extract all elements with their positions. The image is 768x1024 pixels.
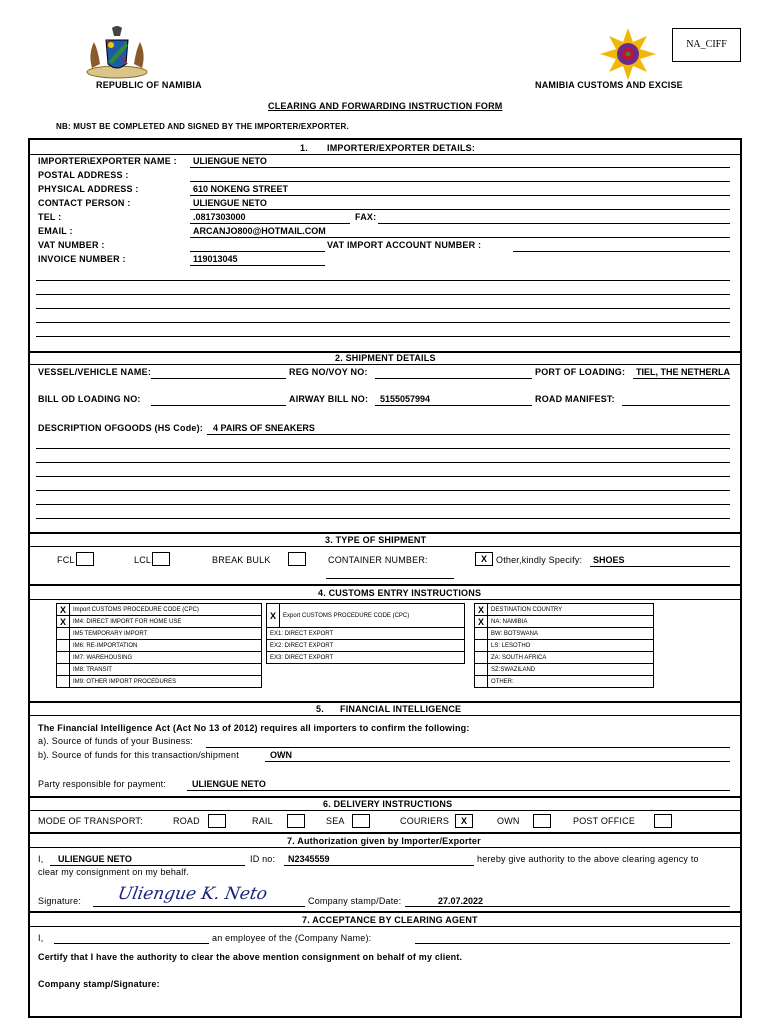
fcl-label: FCL xyxy=(57,555,75,565)
break-bulk-label: BREAK BULK xyxy=(212,555,271,565)
rail-checkbox[interactable] xyxy=(287,814,305,828)
destination-row xyxy=(475,628,654,640)
id-no-value[interactable]: N2345559 xyxy=(288,854,330,864)
auth-i-label: I, xyxy=(38,854,44,864)
export-mark[interactable]: X xyxy=(267,604,280,628)
importer-name-label: IMPORTER\EXPORTER NAME : xyxy=(38,156,177,166)
import-row-label: IM9: OTHER IMPORT PROCEDURES xyxy=(70,676,262,688)
destination-row-label: ZA: SOUTH AFRICA xyxy=(488,652,654,664)
destination-row-mark[interactable] xyxy=(475,676,488,688)
contact-person-value[interactable]: ULIENGUE NETO xyxy=(193,198,267,208)
road-manifest-label: ROAD MANIFEST: xyxy=(535,394,615,404)
destination-row xyxy=(475,604,654,616)
road-checkbox[interactable] xyxy=(208,814,226,828)
physical-address-value[interactable]: 610 NOKENG STREET xyxy=(193,184,289,194)
fax-label: FAX: xyxy=(355,212,377,222)
destination-row-label: BW: BOTSWANA xyxy=(488,628,654,640)
road-label: ROAD xyxy=(173,816,200,826)
import-row-mark[interactable] xyxy=(57,664,70,676)
airway-bill-value[interactable]: 5155057994 xyxy=(380,394,431,404)
import-row xyxy=(57,676,262,688)
s1-title: IMPORTER/EXPORTER DETAILS: xyxy=(327,143,476,153)
contact-person-label: CONTACT PERSON : xyxy=(38,198,131,208)
lcl-label: LCL xyxy=(134,555,152,565)
break-bulk-checkbox[interactable] xyxy=(288,552,306,566)
customs-title: NAMIBIA CUSTOMS AND EXCISE xyxy=(535,80,683,90)
s3-title: 3. TYPE OF SHIPMENT xyxy=(325,535,427,545)
container-number-label: CONTAINER NUMBER: xyxy=(328,555,428,565)
description-label: DESCRIPTION OFGOODS (HS Code): xyxy=(38,423,204,433)
destination-row-label: DESTINATION COUNTRY xyxy=(488,604,654,616)
other-specify-label: Other,kindly Specify: xyxy=(496,555,583,565)
certify-text: Certify that I have the authority to clear the above mention consignment on behalf of my client. xyxy=(38,952,463,962)
s7-title: 7. Authorization given by Importer/Exporter xyxy=(287,836,481,846)
employee-label: an employee of the (Company Name): xyxy=(212,933,372,943)
own-checkbox[interactable] xyxy=(533,814,551,828)
email-label: EMAIL : xyxy=(38,226,73,236)
sea-checkbox[interactable] xyxy=(352,814,370,828)
import-row-mark[interactable] xyxy=(57,676,70,688)
sea-label: SEA xyxy=(326,816,345,826)
physical-address-label: PHYSICAL ADDRESS : xyxy=(38,184,139,194)
other-specify-value[interactable]: SHOES xyxy=(593,555,625,565)
airway-bill-label: AIRWAY BILL NO: xyxy=(289,394,369,404)
destination-row-mark[interactable] xyxy=(475,652,488,664)
import-row-mark[interactable] xyxy=(57,628,70,640)
invoice-number-value[interactable]: 119013045 xyxy=(193,254,238,264)
destination-row-mark[interactable]: X xyxy=(475,616,488,628)
email-value[interactable]: ARCANJO800@HOTMAIL.COM xyxy=(193,226,326,236)
company-stamp-signature-label: Company stamp/Signature: xyxy=(38,979,160,989)
import-row-mark[interactable] xyxy=(57,652,70,664)
auth-name-value[interactable]: ULIENGUE NETO xyxy=(58,854,132,864)
import-row-label: IM8: TRANSIT xyxy=(70,664,262,676)
vat-import-label: VAT IMPORT ACCOUNT NUMBER : xyxy=(327,240,482,250)
s5-title: FINANCIAL INTELLIGENCE xyxy=(340,704,462,714)
destination-country-table xyxy=(474,603,654,688)
import-row-mark[interactable] xyxy=(57,640,70,652)
republic-title: REPUBLIC OF NAMIBIA xyxy=(96,80,202,90)
lcl-checkbox[interactable] xyxy=(152,552,170,566)
import-row xyxy=(57,604,262,616)
destination-row-label: SZ:SWAZILAND xyxy=(488,664,654,676)
couriers-checkbox[interactable]: X xyxy=(455,814,473,828)
destination-row xyxy=(475,652,654,664)
s6-title: 6. DELIVERY INSTRUCTIONS xyxy=(323,799,453,809)
port-loading-label: PORT OF LOADING: xyxy=(535,367,626,377)
customs-logo-icon xyxy=(600,28,656,80)
s1-number: 1. xyxy=(300,143,308,153)
destination-row xyxy=(475,664,654,676)
id-no-label: ID no: xyxy=(250,854,276,864)
description-value[interactable]: 4 PAIRS OF SNEAKERS xyxy=(213,423,315,433)
import-row xyxy=(57,616,262,628)
form-note: NB: MUST BE COMPLETED AND SIGNED BY THE IMPORTER/EXPORTER. xyxy=(56,122,349,131)
destination-row-mark[interactable] xyxy=(475,640,488,652)
own-label: OWN xyxy=(497,816,520,826)
port-loading-value[interactable]: TIEL, THE NETHERLA xyxy=(636,367,730,377)
bill-loading-label: BILL OD LOADING NO: xyxy=(38,394,141,404)
post-office-label: POST OFFICE xyxy=(573,816,636,826)
import-row xyxy=(57,652,262,664)
import-row-mark[interactable]: X xyxy=(57,616,70,628)
destination-row xyxy=(475,640,654,652)
export-row-label: EX1: DIRECT EXPORT xyxy=(267,628,465,640)
import-row-label: IM5 TEMPORARY IMPORT xyxy=(70,628,262,640)
s4-title: 4. CUSTOMS ENTRY INSTRUCTIONS xyxy=(318,588,482,598)
couriers-label: COURIERS xyxy=(400,816,450,826)
post-office-checkbox[interactable] xyxy=(654,814,672,828)
authority-text-2: clear my consignment on my behalf. xyxy=(38,867,189,877)
signature-value[interactable]: Uliengue K. Neto xyxy=(116,884,269,904)
vat-number-label: VAT NUMBER : xyxy=(38,240,105,250)
fia-intro: The Financial Intelligence Act (Act No 13 of 2012) requires all importers to confirm the following: xyxy=(38,723,470,733)
destination-row-mark[interactable] xyxy=(475,628,488,640)
rail-label: RAIL xyxy=(252,816,273,826)
invoice-number-label: INVOICE NUMBER : xyxy=(38,254,126,264)
destination-row-label: OTHER: xyxy=(488,676,654,688)
importer-name-value[interactable]: ULIENGUE NETO xyxy=(193,156,267,166)
import-row xyxy=(57,628,262,640)
import-procedure-table xyxy=(56,603,262,688)
signature-label: Signature: xyxy=(38,896,82,906)
source-transaction-label: b). Source of funds for this transaction/shipment xyxy=(38,750,239,760)
s8-title: 7. ACCEPTANCE BY CLEARING AGENT xyxy=(302,915,478,925)
export-procedure-table xyxy=(266,603,465,664)
tel-value[interactable]: .0817303000 xyxy=(193,212,246,222)
import-row-label: IM6: RE-IMPORTATION xyxy=(70,640,262,652)
mode-transport-label: MODE OF TRANSPORT: xyxy=(38,816,143,826)
destination-row-mark[interactable] xyxy=(475,664,488,676)
tel-label: TEL : xyxy=(38,212,62,222)
party-payment-value[interactable]: ULIENGUE NETO xyxy=(192,779,266,789)
coat-of-arms-icon xyxy=(82,24,152,82)
postal-address-label: POSTAL ADDRESS : xyxy=(38,170,129,180)
export-row-label: Export CUSTOMS PROCEDURE CODE (CPC) xyxy=(280,604,465,628)
company-stamp-date-label: Company stamp/Date: xyxy=(308,896,402,906)
form-code: NA_CIFF xyxy=(686,39,727,50)
import-row-label: Import CUSTOMS PROCEDURE CODE (CPC) xyxy=(70,604,262,616)
fcl-checkbox[interactable] xyxy=(76,552,94,566)
vessel-label: VESSEL/VEHICLE NAME: xyxy=(38,367,152,377)
s2-title: 2. SHIPMENT DETAILS xyxy=(335,353,436,363)
destination-row xyxy=(475,616,654,628)
import-row xyxy=(57,640,262,652)
destination-row-label: NA: NAMIBIA xyxy=(488,616,654,628)
destination-row xyxy=(475,676,654,688)
s5-number: 5. xyxy=(316,704,324,714)
authority-text: hereby give authority to the above clearing agency to xyxy=(477,854,699,864)
destination-row-mark[interactable]: X xyxy=(475,604,488,616)
reg-no-label: REG NO/VOY NO: xyxy=(289,367,368,377)
import-row-label: IM7: WAREHOUSING xyxy=(70,652,262,664)
company-stamp-date-value[interactable]: 27.07.2022 xyxy=(438,896,484,906)
form-title: CLEARING AND FORWARDING INSTRUCTION FORM xyxy=(268,101,503,111)
export-row-label: EX3: DIRECT EXPORT xyxy=(267,652,465,664)
import-row-mark[interactable]: X xyxy=(57,604,70,616)
destination-row-label: LS: LESOTHO xyxy=(488,640,654,652)
source-transaction-value[interactable]: OWN xyxy=(270,750,292,760)
other-checkbox[interactable]: X xyxy=(475,552,493,566)
export-row-label: EX2: DIRECT EXPORT xyxy=(267,640,465,652)
import-row xyxy=(57,664,262,676)
party-payment-label: Party responsible for payment: xyxy=(38,779,167,789)
source-business-label: a). Source of funds of your Business: xyxy=(38,736,193,746)
agent-i-label: I, xyxy=(38,933,44,943)
import-row-label: IM4: DIRECT IMPORT FOR HOME USE xyxy=(70,616,262,628)
